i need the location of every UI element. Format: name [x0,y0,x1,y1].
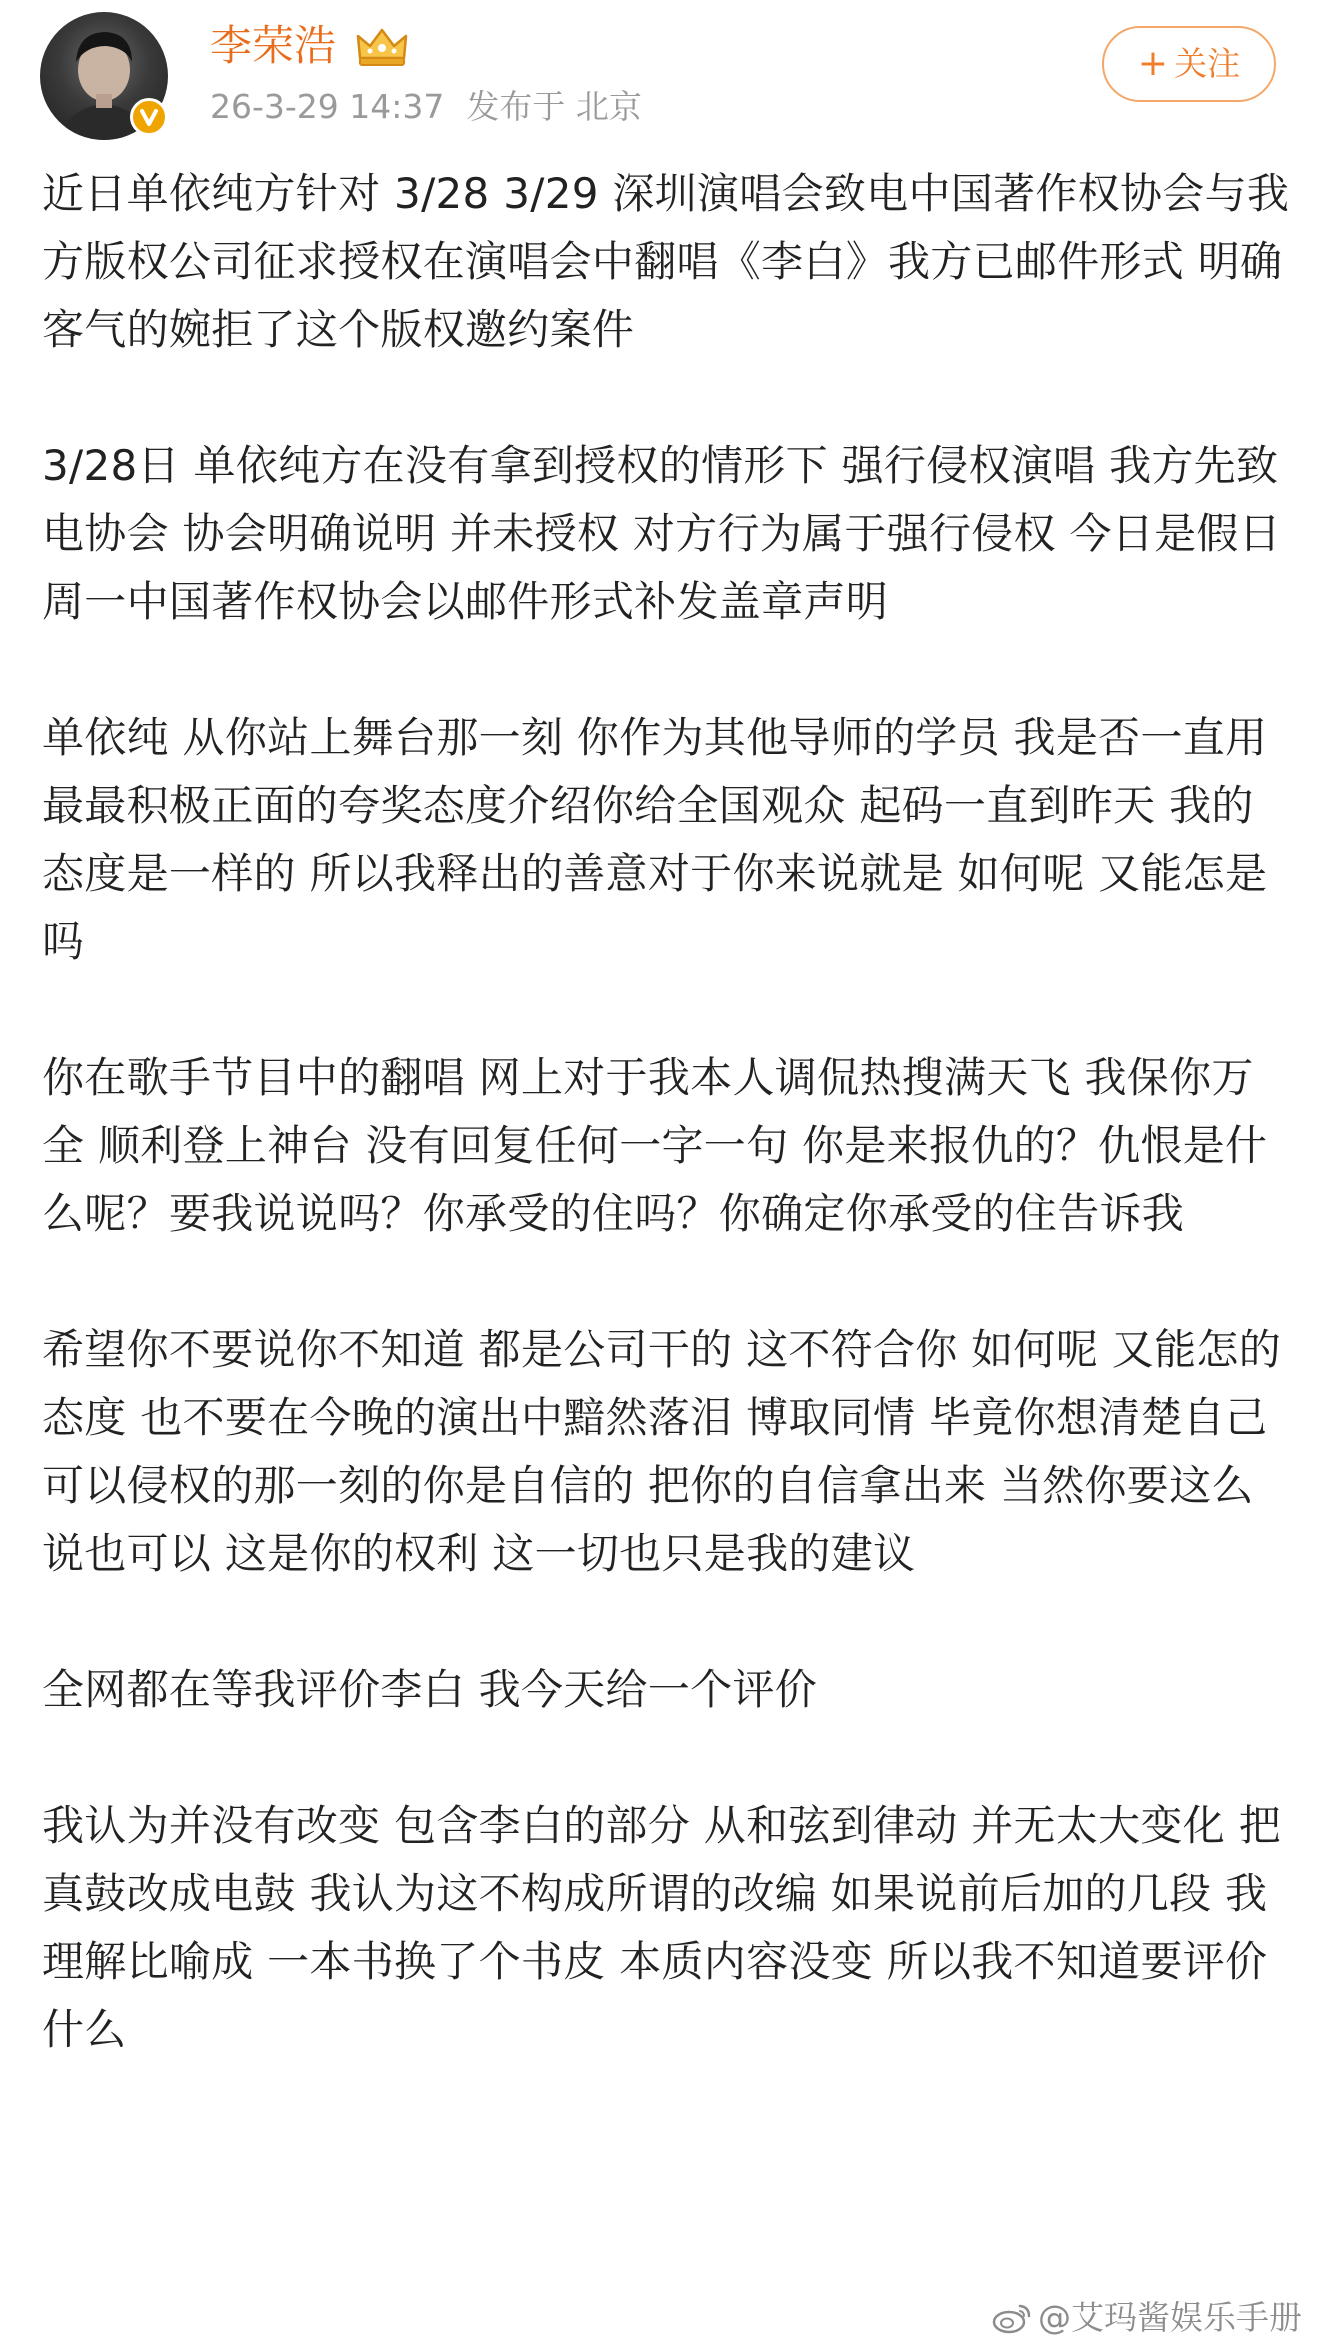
post-timestamp: 26-3-29 14:37 [210,87,445,126]
weibo-logo-icon [992,2302,1032,2334]
post-paragraph: 近日单依纯方针对 3/28 3/29 深圳演唱会致电中国著作权协会与我方版权公司征求授权在演唱会中翻唱《李白》我方已邮件形式 明确 客气的婉拒了这个版权邀约案件 [42,169,1290,354]
post-body [42,160,1292,2132]
follow-button[interactable] [1102,26,1276,102]
watermark-text: @艾玛酱娱乐手册 [1038,2298,1302,2337]
post-location: 发布于 北京 [466,87,642,126]
post-paragraph: 单依纯 从你站上舞台那一刻 你作为其他导师的学员 我是否一直用最最积极正面的夸奖态度介绍你给全国观众 起码一直到昨天 我的态度是一样的 所以我释出的善意对于你来说就是 如何呢 又能怎是吗 [42,713,1268,966]
post-paragraph: 你在歌手节目中的翻唱 网上对于我本人调侃热搜满天飞 我保你万全 顺利登上神台 没有回复任何一字一句 你是来报仇的？仇恨是什么呢？要我说说吗？你承受的住吗？你确定你承受的住告诉我 [42,1053,1268,1238]
post-meta [210,84,642,130]
verified-badge-icon [130,98,168,136]
follow-label: 关注 [1174,44,1241,83]
post-paragraph: 全网都在等我评价李白 我今天给一个评价 [42,1665,818,1714]
watermark [992,2296,1302,2340]
post-paragraph: 我认为并没有改变 包含李白的部分 从和弦到律动 并无太大变化 把真鼓改成电鼓 我认为这不构成所谓的改编 如果说前后加的几段 我理解比喻成 一本书换了个书皮 本质内容没变 所以我不知道要评价什么 [42,1801,1282,2054]
post-paragraph: 希望你不要说你不知道 都是公司干的 这不符合你 如何呢 又能怎的态度 也不要在今晚的演出中黯然落泪 博取同情 毕竟你想清楚自己可以侵权的那一刻的你是自信的 把你的自信拿出来 当然你要这么说也可以 这是你的权利 这一切也只是我的建议 [42,1325,1282,1578]
post-paragraph: 3/28日 单依纯方在没有拿到授权的情形下 强行侵权演唱 我方先致电协会 协会明确说明 并未授权 对方行为属于强行侵权 今日是假日 周一中国著作权协会以邮件形式补发盖章声明 [42,441,1282,626]
author-name[interactable]: 李荣浩 [210,21,337,70]
crown-icon [354,24,410,68]
plus-icon: + [1137,43,1169,84]
post-header [0,0,1320,165]
